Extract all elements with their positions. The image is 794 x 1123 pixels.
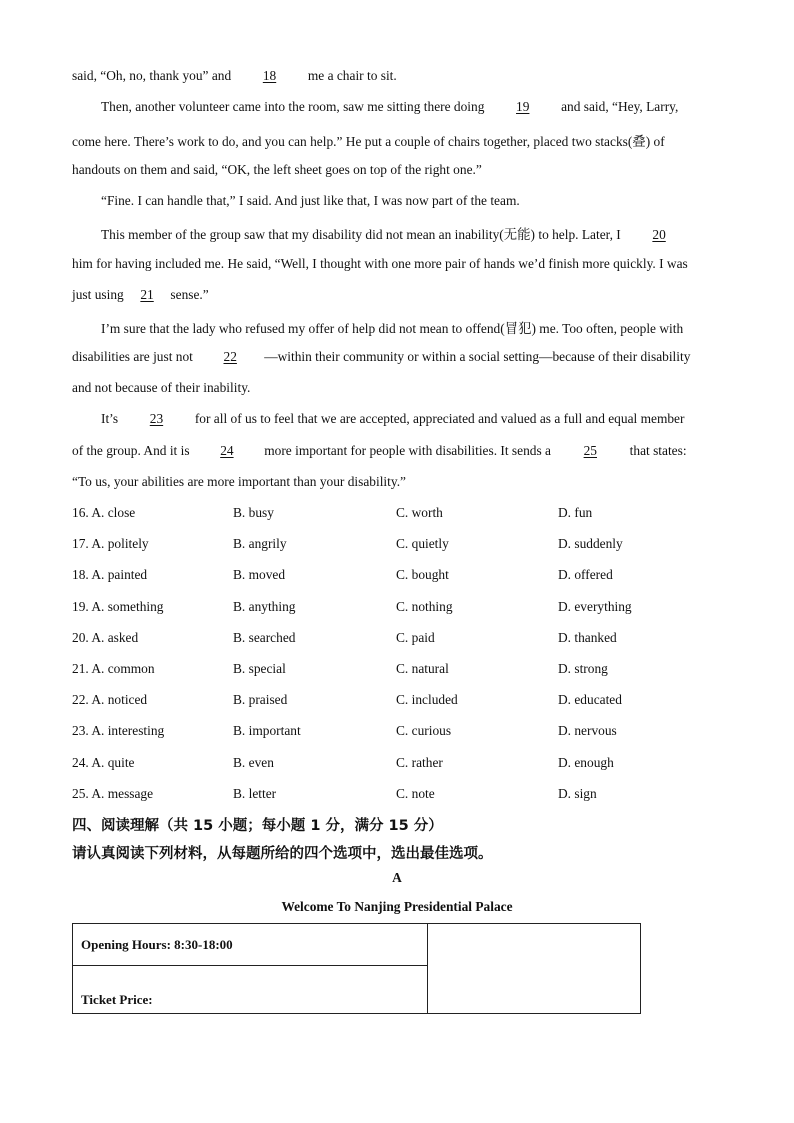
option-b: B. praised: [233, 692, 288, 707]
option-a: 21. A. common: [72, 661, 155, 676]
option-b: B. searched: [233, 630, 296, 645]
option-c: C. note: [396, 786, 435, 801]
passage-line: said, “Oh, no, thank you” and 18 me a chair to sit.: [72, 68, 397, 83]
option-d: D. suddenly: [558, 536, 623, 551]
option-a: 24. A. quite: [72, 755, 135, 770]
passage-line: of the group. And it is 24 more important for people with disabilities. It sends a 25 that states:: [72, 443, 687, 458]
opening-hours-cell: Opening Hours: 8:30-18:00: [73, 924, 428, 966]
option-d: D. fun: [558, 505, 593, 520]
passage-line: handouts on them and said, “OK, the left sheet goes on top of the right one.”: [72, 162, 482, 177]
option-b: B. anything: [233, 599, 296, 614]
passage-line: It’s 23 for all of us to feel that we are accepted, appreciated and valued as a full and equal member: [101, 411, 685, 426]
option-c: C. included: [396, 692, 458, 707]
option-b: B. moved: [233, 567, 286, 582]
option-c: C. bought: [396, 567, 449, 582]
option-b: B. important: [233, 723, 301, 738]
option-c: C. natural: [396, 661, 449, 676]
reading-label: A: [392, 870, 402, 885]
option-a: 19. A. something: [72, 599, 164, 614]
passage-line: and not because of their inability.: [72, 380, 251, 395]
blank-22: 22: [223, 349, 237, 364]
blank-23: 23: [149, 411, 164, 426]
option-a: 18. A. painted: [72, 567, 148, 582]
blank-20: 20: [652, 227, 666, 242]
section-title: 四、阅读理解（共 15 小题；每小题 1 分，满分 15 分）: [72, 818, 443, 834]
section-instruction: 请认真阅读下列材料，从每题所给的四个选项中，选出最佳选项。: [72, 846, 493, 862]
passage-line: I’m sure that the lady who refused my offer of help did not mean to offend(冒犯) me. Too often, people with: [101, 321, 684, 336]
option-b: B. angrily: [233, 536, 287, 551]
option-b: B. special: [233, 661, 286, 676]
option-d: D. enough: [558, 755, 614, 770]
reading-title: Welcome To Nanjing Presidential Palace: [281, 899, 513, 914]
passage-line: him for having included me. He said, “Well, I thought with one more pair of hands we’d finish more quickly. I was: [72, 256, 688, 271]
option-b: B. even: [233, 755, 274, 770]
option-c: C. rather: [396, 755, 443, 770]
option-a: 23. A. interesting: [72, 723, 165, 738]
option-a: 16. A. close: [72, 505, 136, 520]
blank-18: 18: [262, 68, 277, 83]
option-d: D. sign: [558, 786, 597, 801]
passage-line: Then, another volunteer came into the room, saw me sitting there doing 19 and said, “Hey, Larry,: [101, 99, 679, 114]
option-d: D. educated: [558, 692, 622, 707]
option-d: D. everything: [558, 599, 632, 614]
passage-line: “To us, your abilities are more important than your disability.”: [72, 474, 406, 489]
option-d: D. offered: [558, 567, 613, 582]
option-c: C. paid: [396, 630, 435, 645]
ticket-price-cell: Ticket Price:: [73, 966, 428, 1014]
option-c: C. nothing: [396, 599, 453, 614]
option-d: D. strong: [558, 661, 608, 676]
blank-19: 19: [516, 99, 530, 114]
blank-21: 21: [140, 287, 154, 302]
option-c: C. quietly: [396, 536, 449, 551]
option-a: 25. A. message: [72, 786, 154, 801]
option-c: C. curious: [396, 723, 452, 738]
passage-line: This member of the group saw that my disability did not mean an inability(无能) to help. Later, I 20: [101, 224, 751, 243]
option-d: D. nervous: [558, 723, 617, 738]
option-c: C. worth: [396, 505, 443, 520]
passage-line: disabilities are just not 22 —within their community or within a social setting—because of their disability: [72, 349, 691, 364]
image-cell: [428, 924, 641, 1014]
option-a: 17. A. politely: [72, 536, 149, 551]
option-b: B. busy: [233, 505, 274, 520]
info-table: [72, 923, 641, 1014]
option-d: D. thanked: [558, 630, 617, 645]
passage-line: just using 21 sense.”: [72, 287, 209, 302]
passage-line: “Fine. I can handle that,” I said. And just like that, I was now part of the team.: [101, 193, 520, 208]
passage-line: come here. There’s work to do, and you can help.” He put a couple of chairs together, placed two stacks(叠) of: [72, 134, 665, 149]
option-a: 20. A. asked: [72, 630, 139, 645]
option-a: 22. A. noticed: [72, 692, 148, 707]
blank-25: 25: [583, 443, 597, 458]
blank-24: 24: [220, 443, 234, 458]
option-b: B. letter: [233, 786, 277, 801]
